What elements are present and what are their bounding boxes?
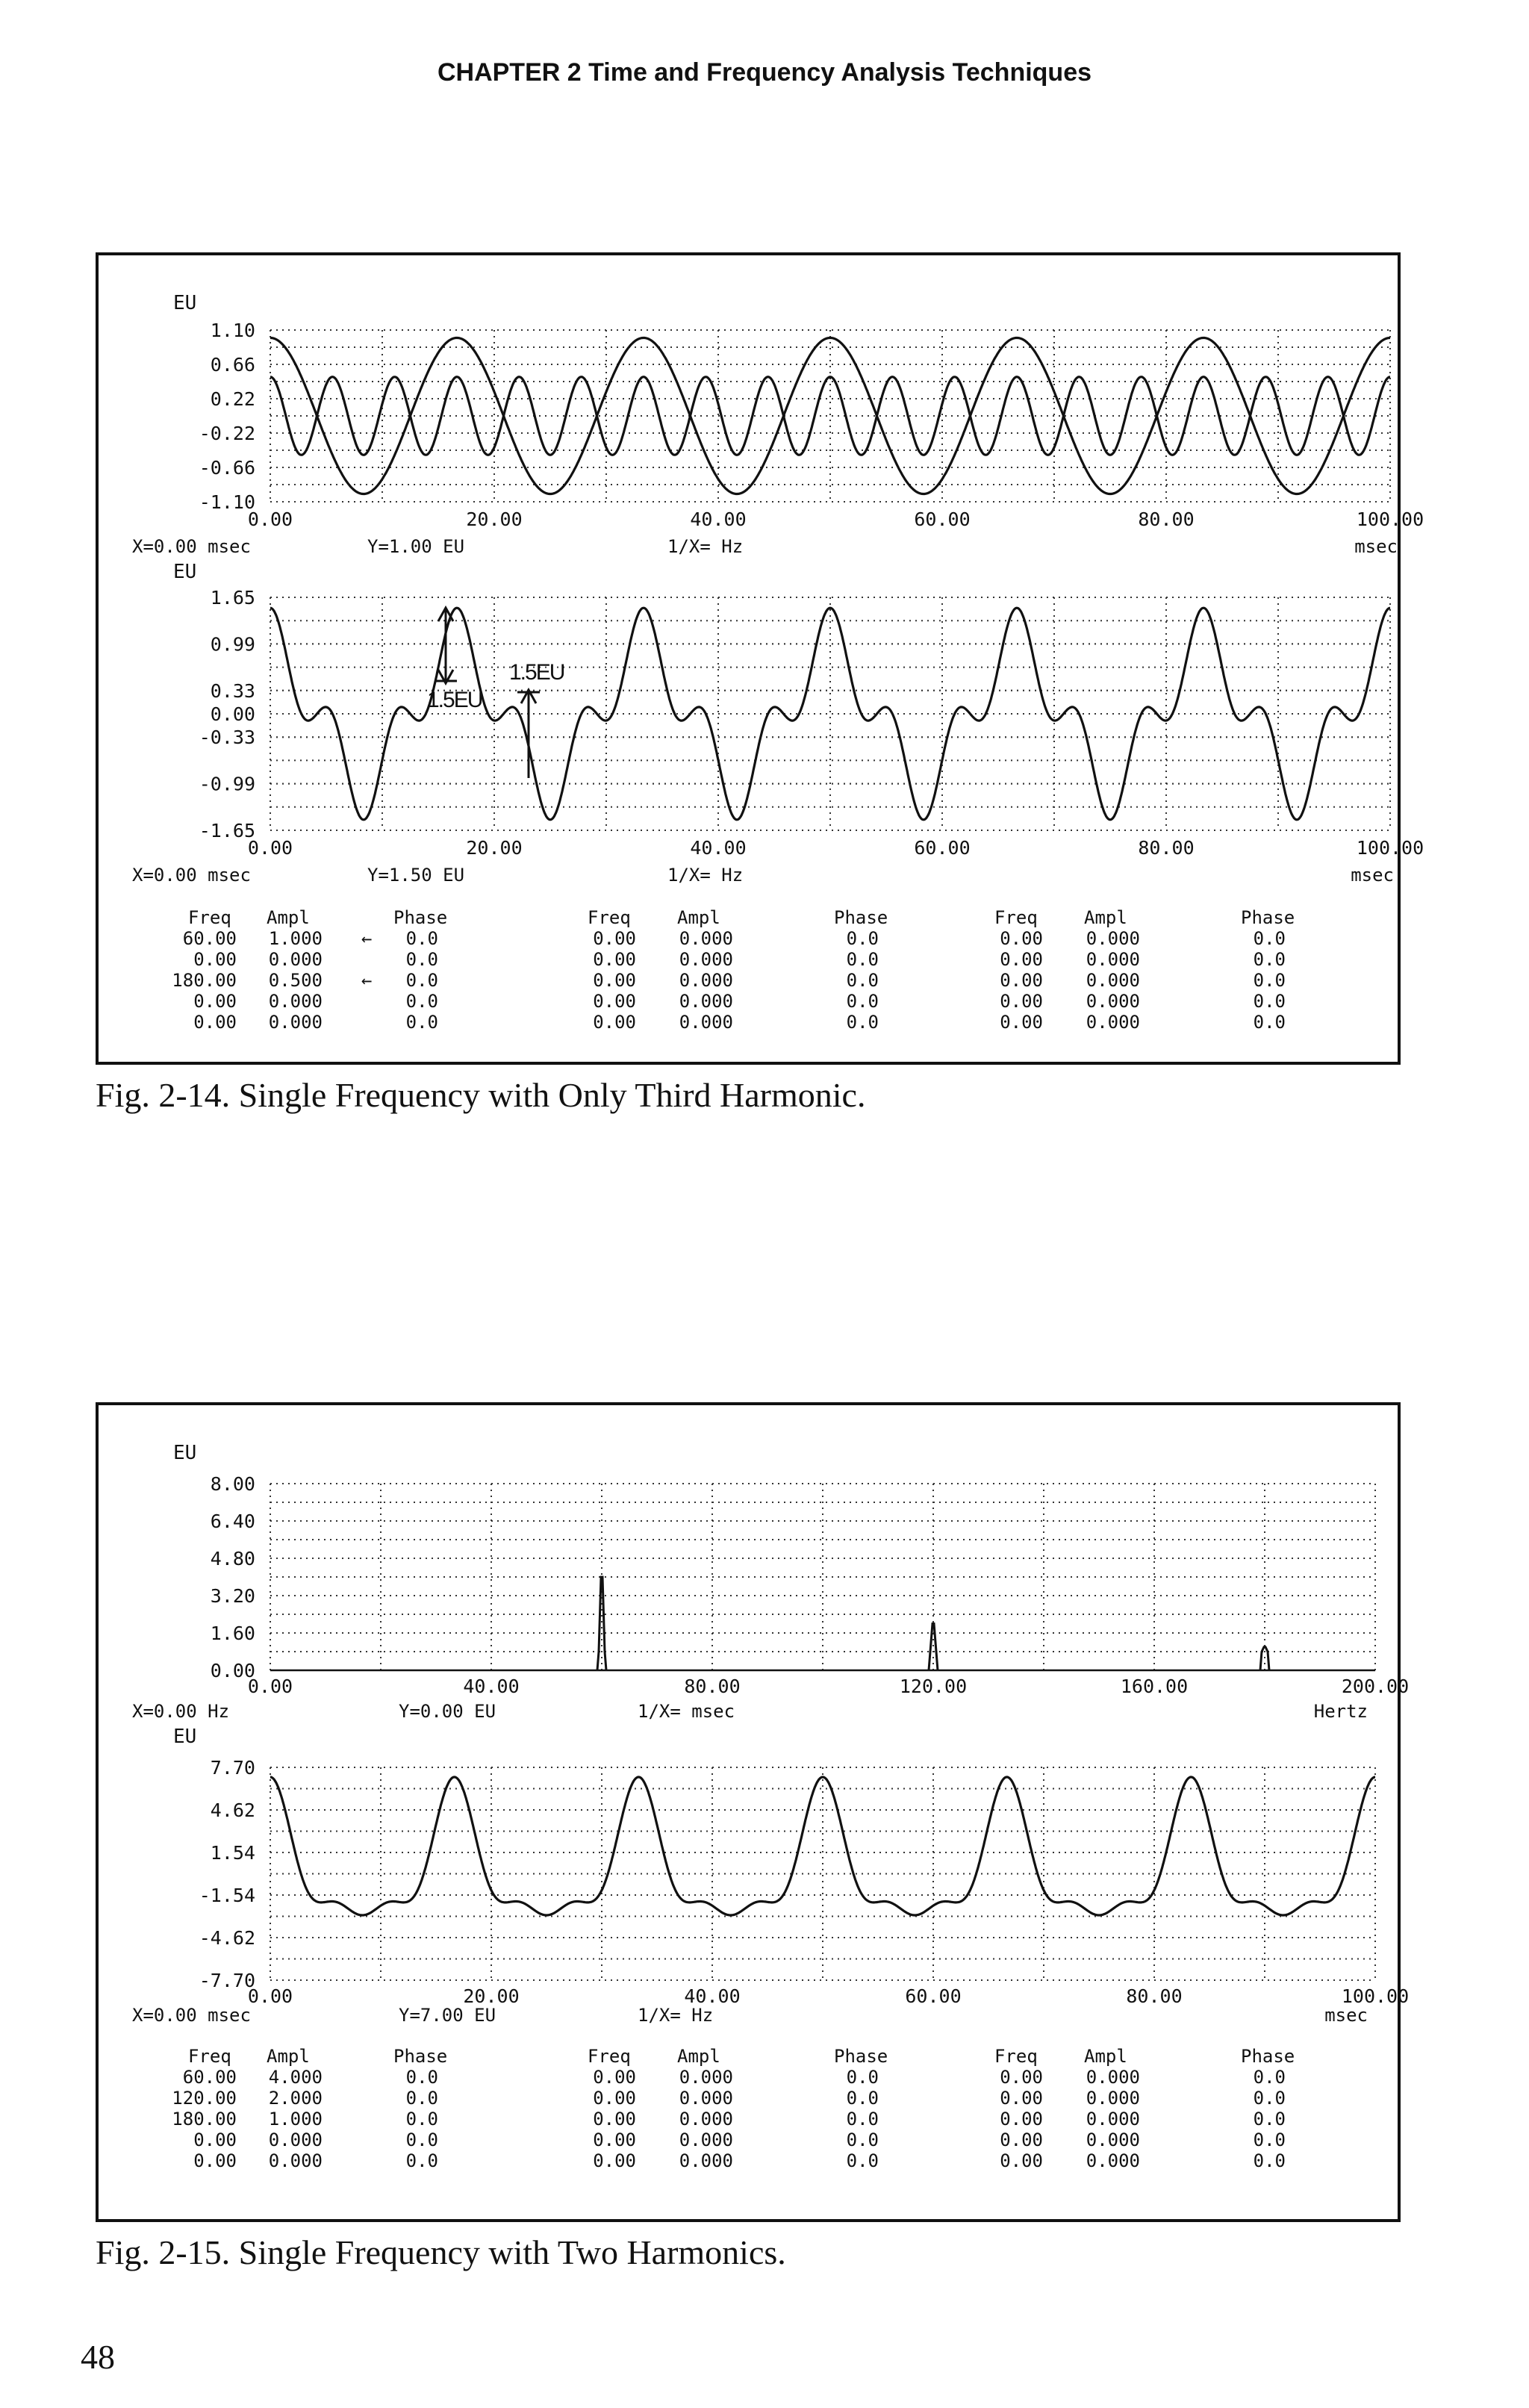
t1-cell: 0.000 xyxy=(268,991,323,1012)
page-header: CHAPTER 2 Time and Frequency Analysis Techniques xyxy=(437,58,1092,87)
t1-cell: 0.0 xyxy=(405,949,438,970)
t2-cell: 0.0 xyxy=(846,2109,879,2129)
t1-cell: 0.000 xyxy=(1086,1012,1140,1033)
t1-cell: 0.00 xyxy=(593,949,636,970)
t1-row-marker: ← xyxy=(361,970,373,991)
p4-xtick-label: 40.00 xyxy=(684,1985,741,2007)
t2-cell: 0.00 xyxy=(193,2129,237,2150)
plot1-ylabel: EU xyxy=(173,292,197,314)
t1-cell: 0.0 xyxy=(846,1012,879,1033)
p3-ytick-label: 3.20 xyxy=(210,1585,255,1607)
p1-xtick-label: 40.00 xyxy=(690,508,747,530)
plot3-xunit: Hertz xyxy=(1313,1701,1368,1722)
t1-cell: 0.000 xyxy=(268,949,323,970)
plot4-readout-inv: 1/X= Hz xyxy=(638,2005,714,2026)
p4-xtick-label: 0.00 xyxy=(247,1985,293,2007)
t2-cell: 0.000 xyxy=(268,2150,323,2171)
plot1-xunit: msec xyxy=(1354,536,1398,557)
t1-cell: 0.0 xyxy=(1253,949,1286,970)
t2-cell: 0.000 xyxy=(679,2150,733,2171)
p1-xtick-label: 80.00 xyxy=(1138,508,1195,530)
t2-cell: 0.00 xyxy=(593,2109,636,2129)
p1-ytick-label: 1.10 xyxy=(210,320,255,341)
p3-xtick-label: 160.00 xyxy=(1120,1676,1189,1697)
t1-cell: 180.00 xyxy=(172,970,237,991)
p3-xtick-label: 80.00 xyxy=(684,1676,741,1697)
t1-cell: 0.00 xyxy=(593,1012,636,1033)
t1-cell: 0.0 xyxy=(405,1012,438,1033)
figure-2-15-caption: Fig. 2-15. Single Frequency with Two Harmonics. xyxy=(96,2233,786,2271)
t2-header: Ampl xyxy=(267,2046,310,2067)
p3-ytick-label: 1.60 xyxy=(210,1623,255,1644)
t2-cell: 1.000 xyxy=(268,2109,323,2129)
t2-cell: 0.00 xyxy=(1000,2129,1043,2150)
t1-header: Phase xyxy=(393,907,448,928)
t2-cell: 0.0 xyxy=(846,2088,879,2109)
p4-xtick-label: 20.00 xyxy=(463,1985,520,2007)
t1-cell: 0.500 xyxy=(268,970,323,991)
t1-cell: 0.0 xyxy=(1253,1012,1286,1033)
t1-cell: 0.000 xyxy=(679,949,733,970)
t1-header: Ampl xyxy=(267,907,310,928)
p4-xtick-label: 100.00 xyxy=(1341,1985,1410,2007)
p2-xtick-label: 100.00 xyxy=(1356,837,1424,859)
p2-ytick-label: -0.33 xyxy=(199,727,255,749)
t1-cell: 0.0 xyxy=(846,991,879,1012)
t2-cell: 0.000 xyxy=(679,2088,733,2109)
p4-ytick-label: 7.70 xyxy=(210,1757,255,1779)
plot1-readout-y: Y=1.00 EU xyxy=(367,536,465,557)
p4-ytick-label: -1.54 xyxy=(199,1885,255,1906)
t1-cell: 0.00 xyxy=(1000,991,1043,1012)
t2-cell: 0.0 xyxy=(405,2109,438,2129)
p3-xtick-label: 40.00 xyxy=(463,1676,520,1697)
p1-ytick-label: 0.22 xyxy=(210,388,255,410)
p2-ytick-label: -0.99 xyxy=(199,773,255,795)
t2-header: Phase xyxy=(834,2046,888,2067)
t2-cell: 0.0 xyxy=(846,2067,879,2088)
figure-2-15-frame xyxy=(96,1402,1410,2222)
plot2-readout-x: X=0.00 msec xyxy=(132,865,251,886)
t1-cell: 0.0 xyxy=(1253,928,1286,949)
t1-cell: 0.0 xyxy=(846,949,879,970)
p3-xtick-label: 0.00 xyxy=(247,1676,293,1697)
t2-cell: 0.00 xyxy=(1000,2109,1043,2129)
plot2-readout-inv: 1/X= Hz xyxy=(667,865,744,886)
t2-header: Freq xyxy=(188,2046,231,2067)
p3-ytick-label: 0.00 xyxy=(210,1660,255,1681)
t1-cell: 0.0 xyxy=(405,928,438,949)
page-number: 48 xyxy=(81,2338,115,2376)
plot2-readout-y: Y=1.50 EU xyxy=(367,865,465,886)
t2-cell: 0.0 xyxy=(405,2067,438,2088)
t1-cell: 0.000 xyxy=(1086,928,1140,949)
p2-ytick-label: 1.65 xyxy=(210,587,255,609)
t2-cell: 4.000 xyxy=(268,2067,323,2088)
p3-spike-2 xyxy=(1260,1647,1269,1670)
harmonics-table-2 xyxy=(172,2046,1295,2171)
t1-cell: 0.000 xyxy=(679,991,733,1012)
t2-header: Phase xyxy=(1241,2046,1295,2067)
t2-cell: 0.000 xyxy=(1086,2067,1140,2088)
p1-xtick-label: 100.00 xyxy=(1356,508,1424,530)
t1-header: Freq xyxy=(994,907,1038,928)
p2-xtick-label: 80.00 xyxy=(1138,837,1195,859)
t2-cell: 120.00 xyxy=(172,2088,237,2109)
t1-cell: 0.000 xyxy=(679,1012,733,1033)
plot3-readout-y: Y=0.00 EU xyxy=(399,1701,496,1722)
t2-cell: 0.0 xyxy=(405,2150,438,2171)
t1-cell: 0.0 xyxy=(405,970,438,991)
p3-ytick-label: 4.80 xyxy=(210,1548,255,1569)
t1-cell: 0.000 xyxy=(1086,991,1140,1012)
t1-cell: 0.00 xyxy=(193,991,237,1012)
p2-xtick-label: 0.00 xyxy=(247,837,293,859)
t2-cell: 0.00 xyxy=(1000,2150,1043,2171)
p4-xtick-label: 80.00 xyxy=(1126,1985,1183,2007)
figure-2-14-svg xyxy=(99,255,1424,1062)
p3-ytick-label: 8.00 xyxy=(210,1473,255,1495)
t2-cell: 0.000 xyxy=(679,2067,733,2088)
p2-xtick-label: 40.00 xyxy=(690,837,747,859)
t1-cell: 60.00 xyxy=(182,928,237,949)
p3-ytick-label: 6.40 xyxy=(210,1511,255,1532)
t2-cell: 0.0 xyxy=(1253,2150,1286,2171)
p4-xtick-label: 60.00 xyxy=(905,1985,962,2007)
plot4-readout-y: Y=7.00 EU xyxy=(399,2005,496,2026)
t2-header: Ampl xyxy=(677,2046,720,2067)
t1-cell: 0.000 xyxy=(679,928,733,949)
t1-cell: 0.00 xyxy=(1000,949,1043,970)
t2-cell: 0.00 xyxy=(593,2088,636,2109)
plot4-ylabel: EU xyxy=(173,1726,197,1748)
t2-header: Freq xyxy=(588,2046,631,2067)
plot3-readout-x: X=0.00 Hz xyxy=(132,1701,230,1722)
p2-ytick-label: -1.65 xyxy=(199,820,255,841)
t1-cell: 0.000 xyxy=(1086,949,1140,970)
p4-ytick-label: -4.62 xyxy=(199,1927,255,1949)
t1-cell: 0.000 xyxy=(679,970,733,991)
figure-2-14-frame xyxy=(96,252,1424,1065)
t1-cell: 0.000 xyxy=(1086,970,1140,991)
t2-cell: 0.000 xyxy=(1086,2088,1140,2109)
t1-cell: 0.00 xyxy=(193,1012,237,1033)
plot3-readout-inv: 1/X= msec xyxy=(638,1701,735,1722)
p2-ytick-label: 0.00 xyxy=(210,703,255,725)
t2-header: Ampl xyxy=(1084,2046,1127,2067)
p4-ytick-label: 4.62 xyxy=(210,1799,255,1821)
t1-cell: 0.00 xyxy=(1000,928,1043,949)
t1-cell: 1.000 xyxy=(268,928,323,949)
t1-cell: 0.00 xyxy=(1000,1012,1043,1033)
p1-ytick-label: 0.66 xyxy=(210,354,255,376)
peak-annotation-right xyxy=(509,660,564,778)
plot2-ylabel: EU xyxy=(173,561,197,583)
plot3-ylabel: EU xyxy=(173,1442,197,1464)
p2-xtick-label: 20.00 xyxy=(466,837,523,859)
t2-cell: 0.0 xyxy=(1253,2088,1286,2109)
t2-cell: 0.0 xyxy=(405,2129,438,2150)
p4-ytick-label: 1.54 xyxy=(210,1842,255,1864)
t2-cell: 0.000 xyxy=(268,2129,323,2150)
t2-cell: 0.00 xyxy=(593,2129,636,2150)
t2-cell: 0.00 xyxy=(1000,2088,1043,2109)
t2-cell: 0.0 xyxy=(846,2129,879,2150)
p3-spike-0 xyxy=(597,1577,606,1670)
t2-cell: 0.0 xyxy=(1253,2067,1286,2088)
t2-cell: 0.00 xyxy=(593,2067,636,2088)
p1-ytick-label: -0.66 xyxy=(199,457,255,479)
t2-cell: 0.0 xyxy=(1253,2109,1286,2129)
figure-2-14-caption: Fig. 2-14. Single Frequency with Only Third Harmonic. xyxy=(96,1076,866,1114)
p2-ytick-label: 0.99 xyxy=(210,633,255,656)
plot4-xunit: msec xyxy=(1324,2005,1368,2026)
t1-cell: 0.0 xyxy=(846,970,879,991)
t1-header: Freq xyxy=(588,907,631,928)
t2-cell: 0.00 xyxy=(193,2150,237,2171)
annotation-label-left: 1.5EU xyxy=(427,688,482,712)
t1-header: Phase xyxy=(1241,907,1295,928)
plot1-readout-x: X=0.00 msec xyxy=(132,536,251,557)
t2-cell: 180.00 xyxy=(172,2109,237,2129)
t2-cell: 0.0 xyxy=(1253,2129,1286,2150)
t2-cell: 0.000 xyxy=(679,2109,733,2129)
plot4-readout-x: X=0.00 msec xyxy=(132,2005,251,2026)
p3-xtick-label: 200.00 xyxy=(1341,1676,1410,1697)
p2-ytick-label: 0.33 xyxy=(210,679,255,702)
t1-cell: 0.0 xyxy=(1253,970,1286,991)
p1-xtick-label: 60.00 xyxy=(914,508,971,530)
p1-xtick-label: 0.00 xyxy=(247,508,293,530)
t1-header: Ampl xyxy=(1084,907,1127,928)
t2-cell: 0.00 xyxy=(593,2150,636,2171)
t1-cell: 0.00 xyxy=(193,949,237,970)
t2-cell: 0.0 xyxy=(405,2088,438,2109)
p1-ytick-label: -1.10 xyxy=(199,491,255,513)
t1-cell: 0.00 xyxy=(593,991,636,1012)
p4-ytick-label: -7.70 xyxy=(199,1970,255,1991)
t2-cell: 2.000 xyxy=(268,2088,323,2109)
plot1-readout-inv: 1/X= Hz xyxy=(667,536,744,557)
t1-cell: 0.00 xyxy=(1000,970,1043,991)
t1-cell: 0.00 xyxy=(593,970,636,991)
t1-cell: 0.0 xyxy=(846,928,879,949)
t2-cell: 0.000 xyxy=(1086,2129,1140,2150)
t2-cell: 0.000 xyxy=(1086,2150,1140,2171)
t2-cell: 0.000 xyxy=(679,2129,733,2150)
p1-ytick-label: -0.22 xyxy=(199,423,255,444)
t2-cell: 0.00 xyxy=(1000,2067,1043,2088)
t1-row-marker: ← xyxy=(361,928,373,949)
t2-cell: 60.00 xyxy=(182,2067,237,2088)
t1-header: Phase xyxy=(834,907,888,928)
t2-header: Freq xyxy=(994,2046,1038,2067)
p3-xtick-label: 120.00 xyxy=(899,1676,968,1697)
t2-header: Phase xyxy=(393,2046,448,2067)
t1-cell: 0.0 xyxy=(1253,991,1286,1012)
t1-header: Freq xyxy=(188,907,231,928)
p2-xtick-label: 60.00 xyxy=(914,837,971,859)
p1-xtick-label: 20.00 xyxy=(466,508,523,530)
t1-cell: 0.000 xyxy=(268,1012,323,1033)
annotation-label-right: 1.5EU xyxy=(509,660,564,685)
t1-cell: 0.0 xyxy=(405,991,438,1012)
t1-header: Ampl xyxy=(677,907,720,928)
harmonics-table-1 xyxy=(172,907,1295,1033)
t2-cell: 0.000 xyxy=(1086,2109,1140,2129)
t2-cell: 0.0 xyxy=(846,2150,879,2171)
t1-cell: 0.00 xyxy=(593,928,636,949)
plot2-xunit: msec xyxy=(1351,865,1394,886)
figure-2-15-svg xyxy=(99,1405,1410,2219)
